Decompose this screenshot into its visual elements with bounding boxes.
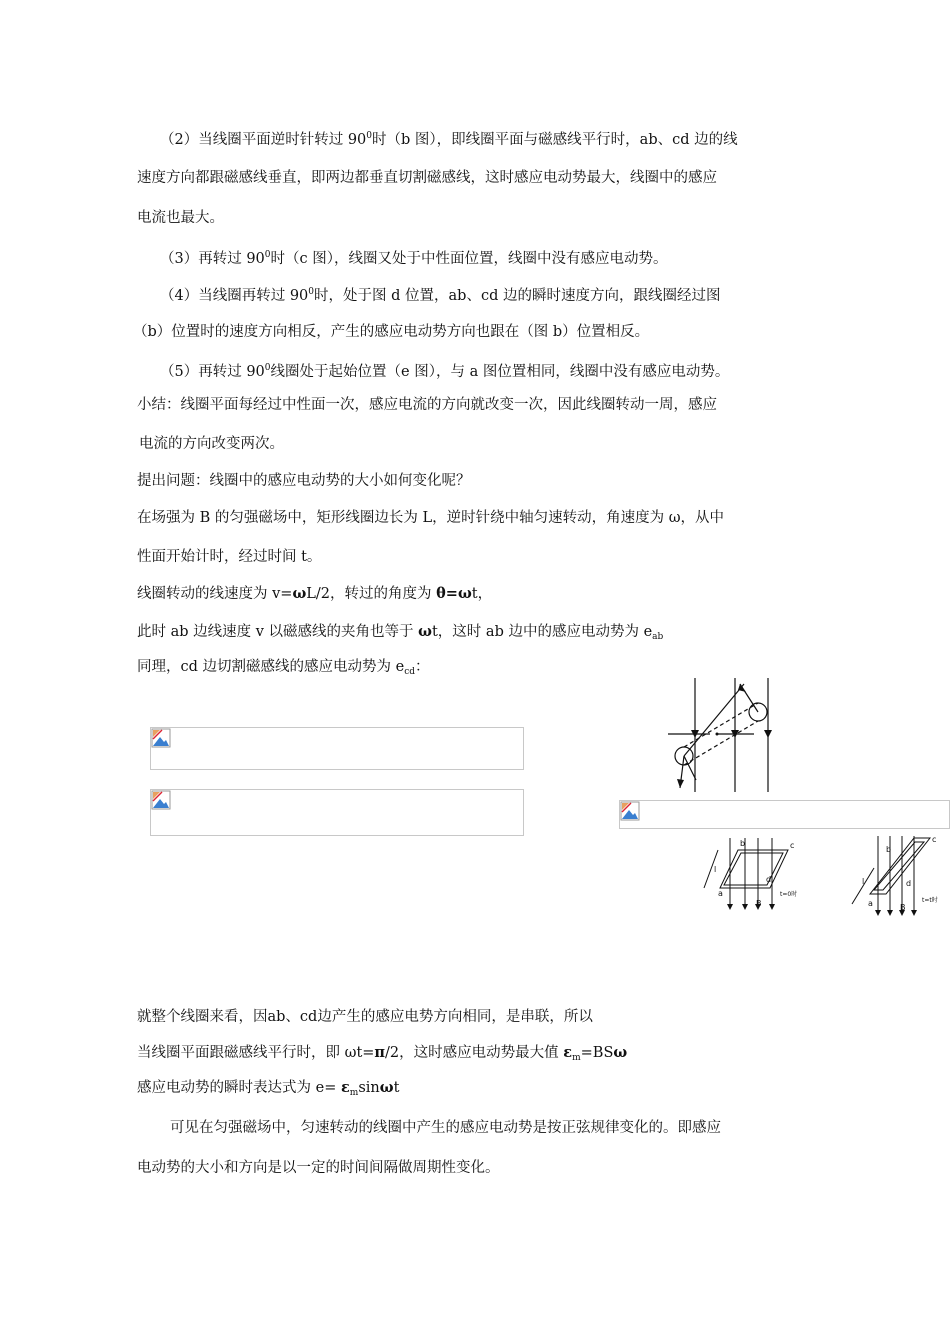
label-c-left: c — [790, 841, 795, 850]
summary-line-1: 小结：线圈平面每经过中性面一次，感应电流的方向就改变一次，因此线圈转动一周，感应 — [137, 397, 717, 413]
paragraph-4-line-1: （4）当线圈再转过 $90^0$时，处于图 d 位置，ab、cd 边的瞬时速度方向，跟线圈经过图 — [160, 287, 721, 304]
label-b-right: b — [886, 845, 892, 854]
cd-emf-line: 同理，cd 边切割磁感线的感应电动势为 $e_{cd}$： — [137, 659, 430, 677]
label-l-left: l — [714, 865, 717, 874]
coil-rotation-figure — [700, 828, 950, 920]
setup-line-2: 性面开始计时，经过时间 t。 — [137, 549, 322, 565]
setup-line-1: 在场强为 B 的匀强磁场中，矩形线圈边长为 L，逆时针绕中轴匀速转动，角速度为 ω，从中 — [137, 510, 725, 526]
label-a-right: a — [868, 899, 873, 908]
label-t0: t=0时 — [780, 891, 798, 898]
paragraph-5: （5）再转过 $90^0$线圈处于起始位置（e 图），与 a 图位置相同，线圈中没有感应电动势。 — [160, 363, 730, 380]
angle-line: 此时 ab 边线速度 v 以磁感线的夹角也等于 ωt，这时 ab 边中的感应电动势为 $e_{ab}$ — [137, 623, 664, 642]
figure-image-placeholder — [619, 800, 950, 829]
paragraph-4-line-2: （b）位置时的速度方向相反，产生的感应电动势方向也跟在（图 b）位置相反。 — [133, 324, 650, 340]
label-d-right: d — [906, 879, 912, 888]
paragraph-3: （3）再转过 $90^0$时（c 图），线圈又处于中性面位置，线圈中没有感应电动势。 — [160, 250, 668, 267]
label-B-right: B — [900, 903, 906, 912]
label-tt: t=t时 — [922, 897, 938, 904]
question-line: 提出问题：线圈中的感应电动势的大小如何变化呢？ — [137, 473, 471, 489]
formula-image-placeholder-1 — [150, 727, 524, 770]
label-d-left: d — [766, 875, 772, 884]
coil-cross-section-figure — [660, 676, 780, 794]
broken-image-icon — [151, 790, 171, 810]
label-B-left: B — [756, 899, 762, 908]
max-emf-line: 当线圈平面跟磁感线平行时，即 ωt=π/2，这时感应电动势最大值 $\varepsilon_m=BS\omega$ — [137, 1044, 628, 1063]
instantaneous-emf-line: 感应电动势的瞬时表达式为 $e= \varepsilon_m\sin\omega t$ — [137, 1079, 400, 1098]
label-a-left: a — [718, 889, 723, 898]
paragraph-2-line-3: 电流也最大。 — [137, 210, 224, 226]
paragraph-2-line-2: 速度方向都跟磁感线垂直，即两边都垂直切割磁感线，这时感应电动势最大，线圈中的感应 — [137, 170, 717, 186]
label-c-right: c — [932, 835, 937, 844]
summary-line-2: 电流的方向改变两次。 — [139, 436, 284, 452]
formula-image-placeholder-2 — [150, 789, 524, 836]
label-b-left: b — [740, 839, 746, 848]
label-l-right: l — [862, 877, 865, 886]
broken-image-icon — [620, 801, 640, 821]
series-connection-line: 就整个线圈来看，因ab、cd边产生的感应电势方向相同，是串联，所以 — [137, 1009, 593, 1025]
conclusion-line-2: 电动势的大小和方向是以一定的时间间隔做周期性变化。 — [137, 1160, 500, 1176]
speed-line: 线圈转动的线速度为 v=ωL/2，转过的角度为 θ=ωt， — [137, 585, 493, 602]
paragraph-2-line-1: （2）当线圈平面逆时针转过 $90^0$时（b 图），即线圈平面与磁感线平行时，ab、cd 边的线 — [160, 131, 738, 148]
conclusion-line-1: 可见在匀强磁场中，匀速转动的线圈中产生的感应电动势是按正弦规律变化的。即感应 — [170, 1120, 721, 1136]
broken-image-icon — [151, 728, 171, 748]
